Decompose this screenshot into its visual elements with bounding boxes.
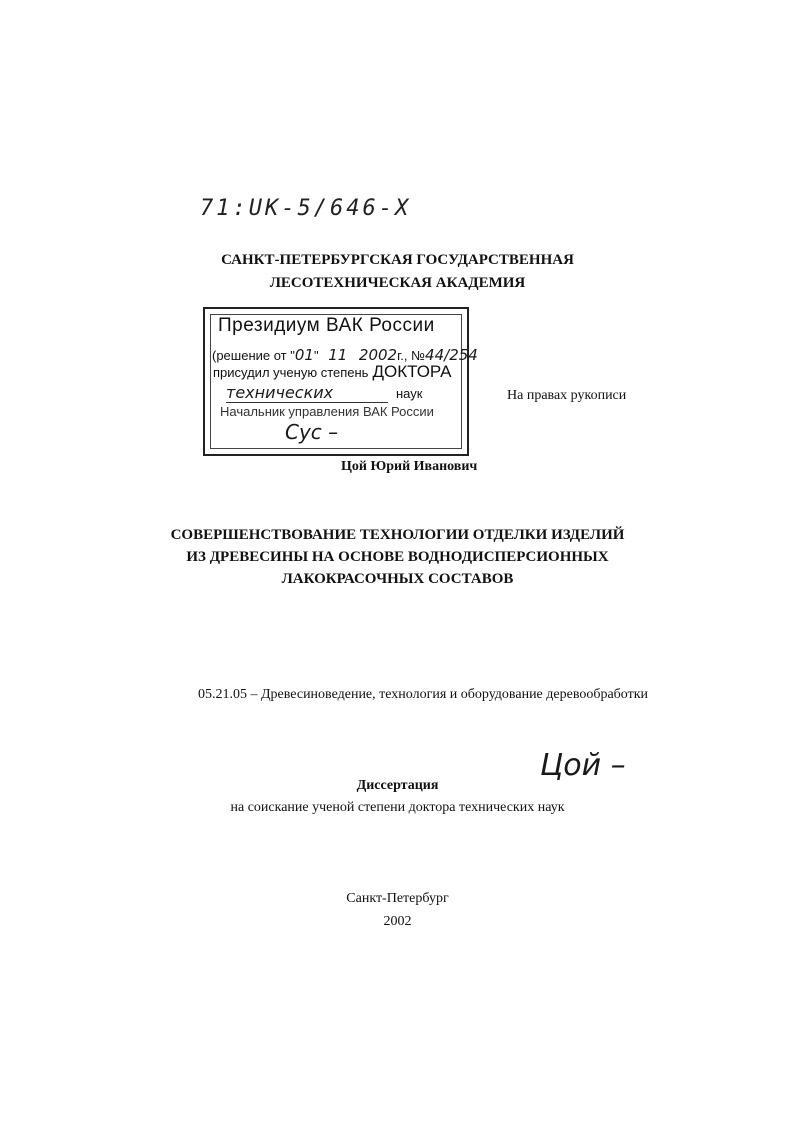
specialty-code: 05.21.05 – Древесиноведение, технология и оборудование деревообработки <box>198 687 649 702</box>
stamp-quote: " <box>313 348 319 363</box>
stamp-title: Президиум ВАК России <box>218 315 435 336</box>
stamp-degree: ДОКТОРА <box>372 362 452 381</box>
stamp-field-suffix: наук <box>396 386 423 401</box>
stamp-year-suffix: г., № <box>397 348 426 363</box>
title-line-1: СОВЕРШЕНСТВОВАНИЕ ТЕХНОЛОГИИ ОТДЕЛКИ ИЗДЕЛИЙ <box>170 527 625 543</box>
degree-line: на соискание ученой степени доктора технических наук <box>230 800 565 815</box>
stamp-degree-prefix: присудил ученую степень <box>213 365 369 380</box>
stamp-decision-prefix: (решение от " <box>212 348 295 363</box>
stamp-day: 01 <box>294 346 314 364</box>
stamp-signature: Сус – <box>285 420 339 444</box>
year: 2002 <box>383 914 412 929</box>
archive-code: 71:UK-5/646-X <box>200 196 412 221</box>
rights-note: На правах рукописи <box>507 388 627 403</box>
stamp-year: 2002 <box>358 346 398 364</box>
stamp-field: технических <box>226 383 388 403</box>
title-line-2: ИЗ ДРЕВЕСИНЫ НА ОСНОВЕ ВОДНОДИСПЕРСИОННЫХ <box>186 549 609 565</box>
institution-line-2: ЛЕСОТЕХНИЧЕСКАЯ АКАДЕМИЯ <box>269 275 526 291</box>
stamp-month: 11 <box>328 346 348 364</box>
author-name: Цой Юрий Иванович <box>341 459 478 474</box>
doc-type: Диссертация <box>356 778 439 793</box>
stamp-official: Начальник управления ВАК России <box>220 404 434 419</box>
stamp-number: 44/254 <box>425 346 478 364</box>
city: Санкт-Петербург <box>346 891 449 906</box>
author-signature: Цой – <box>540 748 626 783</box>
institution-line-1: САНКТ-ПЕТЕРБУРГСКАЯ ГОСУДАРСТВЕННАЯ <box>221 252 574 268</box>
title-line-3: ЛАКОКРАСОЧНЫХ СОСТАВОВ <box>281 571 514 587</box>
stamp-field-line <box>226 383 422 403</box>
stamp-degree-line <box>213 362 451 382</box>
